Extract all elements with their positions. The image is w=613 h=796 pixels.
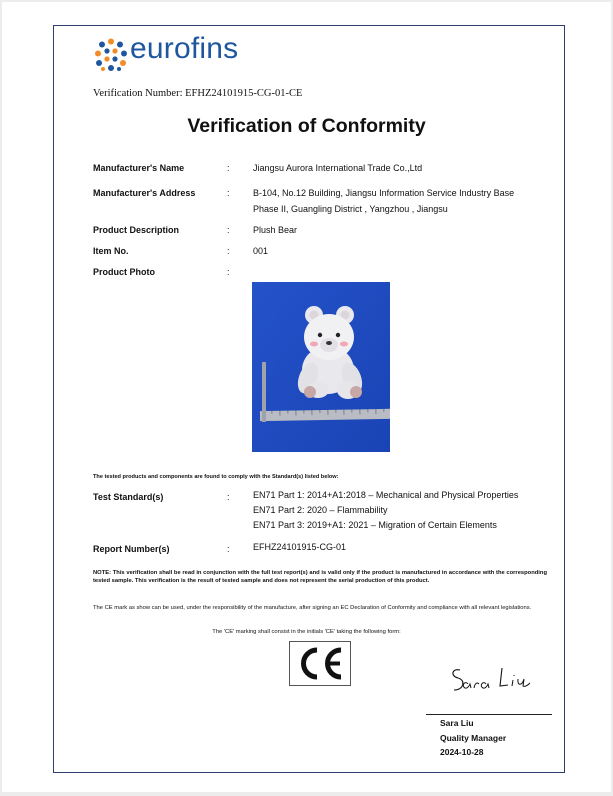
handwritten-signature xyxy=(448,660,538,705)
verification-note: NOTE: This verification shall be read in conjunction with the full test report(s) and is valid only if the product is manufactured in accordance with the corresponding tested sample. This verification is the result of tested sample and does not represent the serial production of this product. xyxy=(93,570,547,584)
field-label: Product Photo xyxy=(93,267,155,277)
field-label: Item No. xyxy=(93,246,129,256)
address-line-1: B-104, No.12 Building, Jiangsu Information Service Industry Base xyxy=(253,188,515,198)
field-colon: : xyxy=(227,492,230,502)
ce-mark xyxy=(289,641,351,686)
plush-bear-illustration xyxy=(252,282,390,452)
standard-item: EN71 Part 3: 2019+A1: 2021 – Migration of Certain Elements xyxy=(253,520,497,530)
field-colon: : xyxy=(227,544,230,554)
signer-date: 2024-10-28 xyxy=(440,747,484,757)
field-value: EFHZ24101915-CG-01 xyxy=(253,542,347,552)
logo-wordmark: eurofins xyxy=(130,32,239,65)
ce-statement: The CE mark as show can be used, under the responsibility of the manufacture, after signing an EC Declaration of Conformity and compliance with all relevant legislations. xyxy=(93,605,532,611)
standard-item: EN71 Part 2: 2020 – Flammability xyxy=(253,505,388,515)
ce-form-text: The 'CE' marking shall consist in the initials 'CE' taking the following form: xyxy=(212,629,401,635)
field-colon: : xyxy=(227,267,230,277)
field-label: Manufacturer's Name xyxy=(93,163,185,173)
field-label: Product Description xyxy=(93,225,180,235)
field-colon: : xyxy=(227,163,230,173)
signature-line xyxy=(426,714,552,715)
field-colon: : xyxy=(227,225,230,235)
address-line-2: Phase II, Guangling District , Yangzhou , Jiangsu xyxy=(253,204,448,214)
field-value: Jiangsu Aurora International Trade Co.,Ltd xyxy=(253,163,423,173)
ce-mark-icon xyxy=(290,642,350,685)
signer-name: Sara Liu xyxy=(440,718,474,728)
verification-number: Verification Number: EFHZ24101915-CG-01-CE xyxy=(93,88,303,99)
signature-image xyxy=(448,660,538,700)
standard-item: EN71 Part 1: 2014+A1:2018 – Mechanical and Physical Properties xyxy=(253,490,519,500)
field-label: Test Standard(s) xyxy=(93,492,164,502)
field-label: Manufacturer's Address xyxy=(93,188,196,198)
field-colon: : xyxy=(227,246,230,256)
field-colon: : xyxy=(227,188,230,198)
field-value: 001 xyxy=(253,246,269,256)
product-photo xyxy=(252,282,390,452)
signer-title: Quality Manager xyxy=(440,733,507,743)
document-title: Verification of Conformity xyxy=(187,115,426,137)
eurofins-dots-icon xyxy=(94,38,128,72)
field-label: Report Number(s) xyxy=(93,544,170,554)
field-value: Plush Bear xyxy=(253,225,298,235)
compliance-statement: The tested products and components are found to comply with the Standard(s) listed below: xyxy=(93,474,339,480)
